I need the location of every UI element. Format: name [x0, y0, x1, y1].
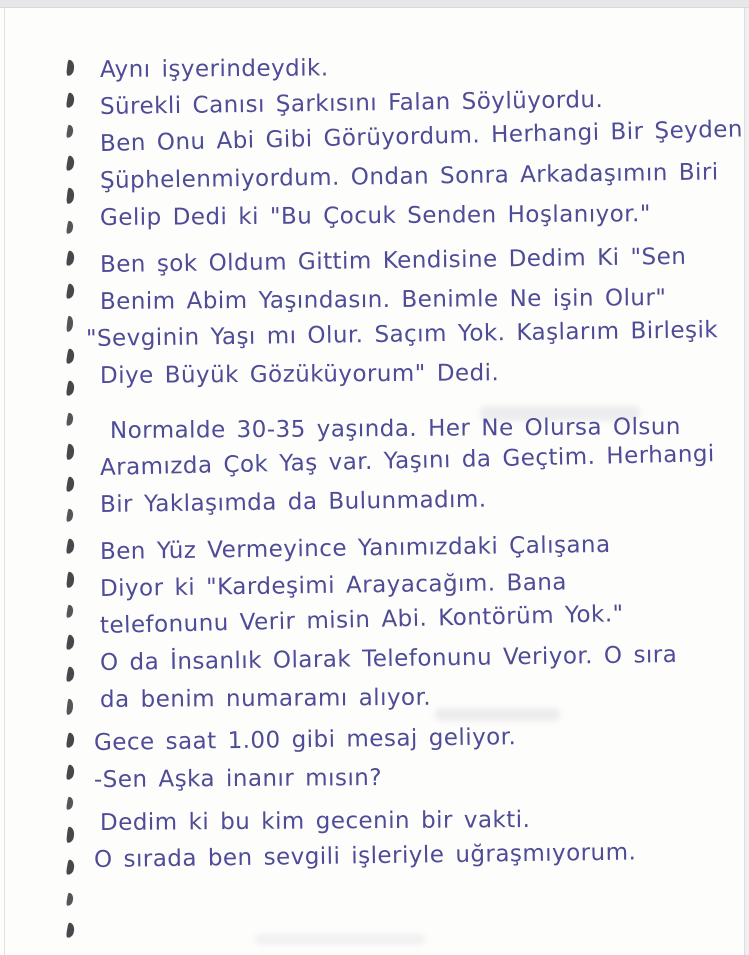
binding-hole-icon	[66, 315, 74, 332]
handwritten-line: Gelip Dedi ki "Bu Çocuk Senden Hoşlanıyor."	[99, 201, 651, 231]
binding-hole-icon	[66, 764, 75, 780]
binding-hole-icon	[66, 188, 75, 205]
paragraph	[85, 243, 740, 395]
page-right-edge	[744, 8, 749, 955]
ink-bleedthrough	[255, 934, 425, 945]
binding-hole-icon	[66, 827, 75, 844]
binding-hole-icon	[66, 604, 74, 618]
binding-hole-icon	[66, 732, 75, 748]
handwritten-line: Ben Onu Abi Gibi Görüyordum. Herhangi Bir Şeyden	[99, 116, 744, 157]
handwritten-line: telefonunu Verir misin Abi. Kontörüm Yok."	[99, 601, 624, 639]
handwritten-line: Normalde 30-35 yaşında. Her Ne Olursa Olsun	[109, 414, 681, 444]
handwritten-line: Gece saat 1.00 gibi mesaj geliyor.	[93, 724, 517, 756]
paragraph	[99, 531, 740, 719]
handwritten-line: Diye Büyük Gözüküyorum" Dedi.	[99, 360, 500, 389]
handwritten-text	[85, 52, 744, 889]
paragraph	[93, 805, 740, 879]
binding-hole-icon	[66, 797, 74, 811]
binding-hole-icon	[66, 381, 75, 397]
binding-holes	[67, 60, 79, 938]
binding-hole-icon	[66, 476, 75, 492]
binding-hole-icon	[66, 93, 75, 109]
page-left-edge	[4, 8, 5, 955]
handwritten-line: Benim Abim Yaşındasın. Benimle Ne işin Olur"	[99, 285, 667, 315]
handwritten-line: Şüphelenmiyordum. Ondan Sonra Arkadaşımın Biri	[99, 159, 719, 194]
binding-hole-icon	[66, 539, 75, 555]
binding-hole-icon	[66, 509, 74, 523]
handwritten-line: Aynı işyerindeydik.	[99, 55, 329, 83]
handwritten-line: -Sen Aşka inanır mısın?	[93, 764, 383, 793]
binding-hole-icon	[66, 221, 74, 235]
binding-hole-icon	[66, 892, 74, 906]
binding-hole-icon	[66, 349, 75, 365]
binding-hole-icon	[66, 60, 75, 77]
binding-hole-icon	[66, 155, 75, 171]
handwritten-line: Aramızda Çok Yaş var. Yaşını da Geçtim. Herhangi	[99, 441, 716, 481]
notebook-page	[5, 8, 744, 955]
binding-hole-icon	[66, 699, 74, 716]
handwritten-line: "Sevginin Yaşı mı Olur. Saçım Yok. Kaşlarım Birleşik	[85, 317, 719, 352]
binding-hole-icon	[66, 922, 75, 938]
handwritten-line: Diyor ki "Kardeşimi Arayacağım. Bana	[99, 569, 568, 602]
binding-hole-icon	[66, 283, 75, 299]
handwritten-line: O sırada ben sevgili işleriyle uğraşmıyorum.	[93, 839, 637, 873]
photo-top-border	[0, 0, 749, 8]
handwritten-line: Sürekli Canısı Şarkısını Falan Söylüyordu.	[99, 86, 604, 120]
handwritten-line: Bir Yaklaşımda da Bulunmadım.	[99, 486, 487, 518]
paragraph	[99, 52, 744, 237]
binding-hole-icon	[66, 125, 74, 139]
binding-hole-icon	[66, 251, 75, 267]
handwritten-line: Ben Yüz Vermeyince Yanımızdaki Çalışana	[99, 531, 611, 565]
binding-hole-icon	[66, 571, 75, 588]
binding-hole-icon	[66, 443, 75, 460]
paragraph	[93, 724, 740, 799]
handwritten-line: Dedim ki bu kim gecenin bir vakti.	[99, 806, 531, 836]
handwritten-line: O da İnsanlık Olarak Telefonunu Veriyor. O sıra	[99, 641, 678, 676]
handwritten-line: Ben şok Oldum Gittim Kendisine Dedim Ki "Sen	[99, 243, 687, 278]
binding-hole-icon	[66, 667, 75, 683]
binding-hole-icon	[66, 413, 74, 427]
binding-hole-icon	[66, 860, 75, 876]
paragraph	[100, 413, 740, 524]
handwritten-line: da benim numaramı alıyor.	[99, 684, 432, 713]
binding-hole-icon	[66, 634, 75, 650]
